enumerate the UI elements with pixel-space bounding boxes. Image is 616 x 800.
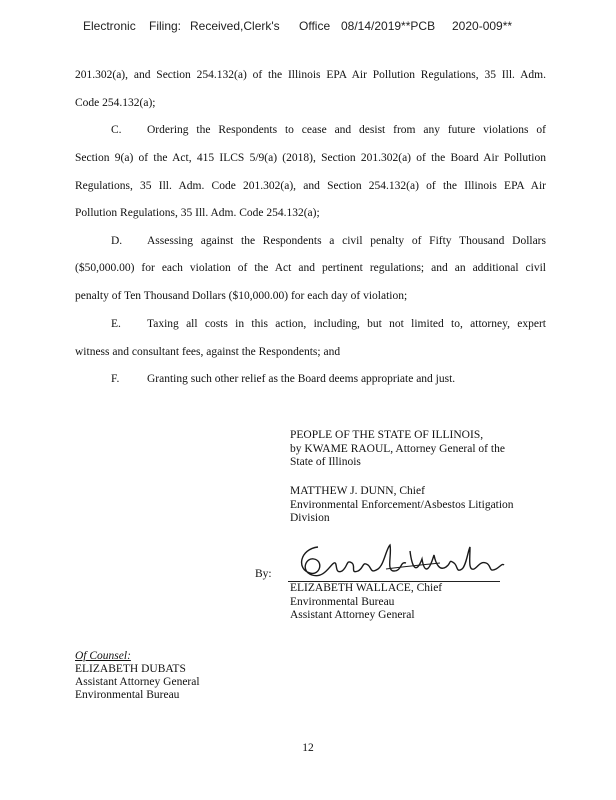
body-line: Code 254.132(a); (75, 97, 156, 109)
item-e-marker: E. (111, 318, 121, 330)
body-line: Pollution Regulations, 35 Ill. Adm. Code 254.132(a); (75, 207, 320, 219)
body-line: penalty of Ten Thousand Dollars ($10,000.00) for each day of violation; (75, 290, 408, 302)
body-line: Regulations, 35 Ill. Adm. Code 201.302(a), and Section 254.132(a) of the Illinois EPA Air (75, 180, 546, 192)
body-line: ($50,000.00) for each violation of the Act and pertinent regulations; and an additional civil (75, 262, 546, 274)
item-f-marker: F. (111, 373, 120, 385)
state-of-illinois: State of Illinois (290, 456, 361, 468)
division-line-2: Division (290, 512, 330, 524)
counsel-title: Assistant Attorney General (75, 676, 200, 688)
header-received: Received,Clerk's (190, 19, 280, 33)
counsel-bureau: Environmental Bureau (75, 689, 180, 701)
item-e-text: Taxing all costs in this action, including, but not limited to, attorney, expert (147, 318, 546, 330)
signature-block-wallace (290, 582, 442, 623)
body-line: witness and consultant fees, against the Respondents; and (75, 346, 341, 358)
item-c-text: Ordering the Respondents to cease and desist from any future violations of (147, 124, 546, 136)
header-docket: 2020-009** (452, 19, 513, 33)
header-date-code: 08/14/2019**PCB (341, 19, 436, 33)
body-line: 201.302(a), and Section 254.132(a) of the Illinois EPA Air Pollution Regulations, 35 Ill. Adm. (75, 69, 546, 81)
signature-block-dunn (290, 485, 514, 526)
people-of-illinois: PEOPLE OF THE STATE OF ILLINOIS, (290, 429, 484, 441)
elizabeth-wallace: ELIZABETH WALLACE, Chief (290, 582, 443, 594)
body-line: Section 9(a) of the Act, 415 ILCS 5/9(a) (2018), Section 201.302(a) of the Board Air Pollution (75, 152, 546, 164)
item-d-text: Assessing against the Respondents a civil penalty of Fifty Thousand Dollars (147, 235, 546, 247)
item-d-marker: D. (111, 235, 123, 247)
of-counsel-label: Of Counsel: (75, 650, 131, 662)
item-f-text: Granting such other relief as the Board deems appropriate and just. (147, 373, 456, 385)
assistant-attorney-general: Assistant Attorney General (290, 609, 415, 621)
signature-block-people (290, 429, 505, 470)
by-kwame-raoul: by KWAME RAOUL, Attorney General of the (290, 442, 505, 455)
handwritten-signature (290, 541, 505, 585)
counsel-name: ELIZABETH DUBATS (75, 663, 186, 675)
of-counsel-block (75, 650, 200, 702)
page-number: 12 (302, 742, 314, 754)
environmental-bureau: Environmental Bureau (290, 595, 395, 608)
header-filing: Filing: (149, 19, 182, 33)
item-c-marker: C. (111, 124, 122, 136)
filing-header (0, 19, 616, 35)
by-label: By: (255, 568, 272, 580)
header-electronic: Electronic (83, 19, 136, 33)
division-line-1: Environmental Enforcement/Asbestos Litigation (290, 498, 514, 511)
header-office: Office (299, 19, 331, 33)
matthew-dunn: MATTHEW J. DUNN, Chief (290, 485, 425, 497)
